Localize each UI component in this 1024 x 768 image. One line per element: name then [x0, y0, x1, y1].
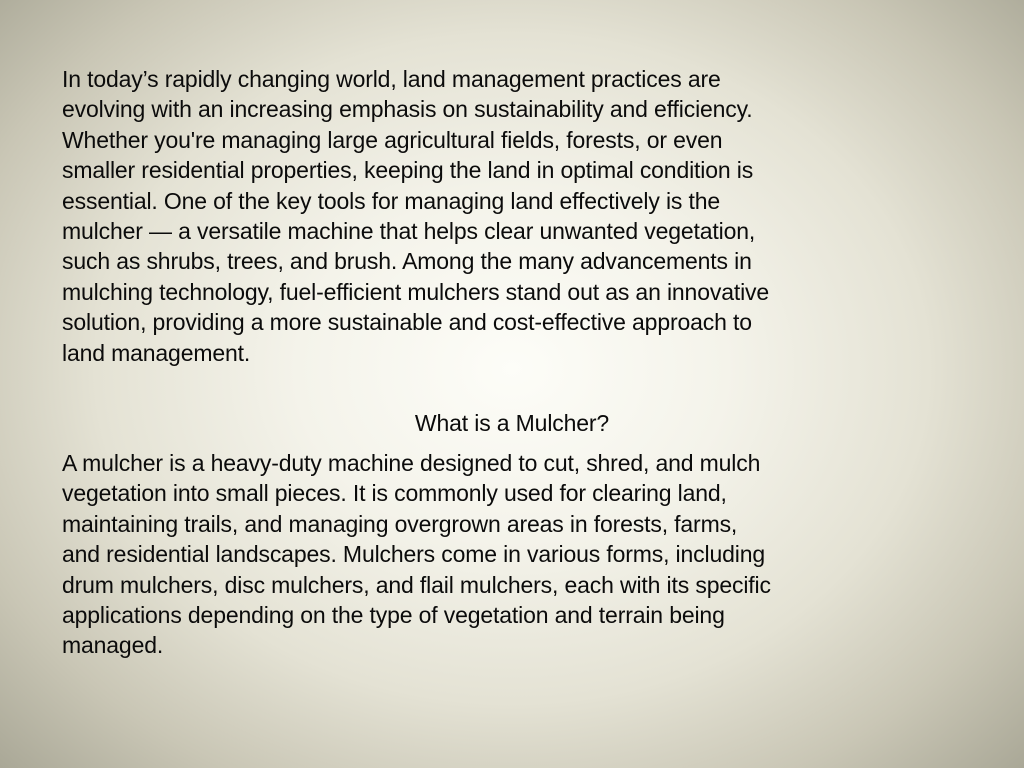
- body-line: and residential landscapes. Mulchers come in various forms, including: [62, 541, 765, 568]
- intro-line: evolving with an increasing emphasis on sustainability and efficiency.: [62, 96, 753, 123]
- intro-line: such as shrubs, trees, and brush. Among the many advancements in: [62, 248, 752, 275]
- intro-line: Whether you're managing large agricultural fields, forests, or even: [62, 126, 723, 153]
- intro-line: land management.: [62, 339, 251, 366]
- intro-line: solution, providing a more sustainable and cost-effective approach to: [62, 309, 752, 336]
- body-line: managed.: [62, 632, 164, 659]
- body-line: vegetation into small pieces. It is commonly used for clearing land,: [62, 480, 727, 507]
- body-line: A mulcher is a heavy-duty machine designed to cut, shred, and mulch: [62, 450, 761, 476]
- intro-line: mulching technology, fuel-efficient mulchers stand out as an innovative: [62, 278, 770, 305]
- intro-line: smaller residential properties, keeping the land in optimal condition is: [62, 157, 754, 184]
- intro-paragraph: [62, 64, 974, 368]
- body-paragraph: [62, 448, 974, 661]
- intro-line: essential. One of the key tools for managing land effectively is the: [62, 187, 721, 214]
- body-line: maintaining trails, and managing overgrown areas in forests, farms,: [62, 510, 738, 537]
- body-line: drum mulchers, disc mulchers, and flail mulchers, each with its specific: [62, 571, 771, 598]
- intro-line: In today’s rapidly changing world, land management practices are: [62, 66, 721, 92]
- body-line: applications depending on the type of vegetation and terrain being: [62, 602, 725, 629]
- section-heading: What is a Mulcher?: [414, 410, 610, 436]
- intro-line: mulcher — a versatile machine that helps clear unwanted vegetation,: [62, 218, 756, 245]
